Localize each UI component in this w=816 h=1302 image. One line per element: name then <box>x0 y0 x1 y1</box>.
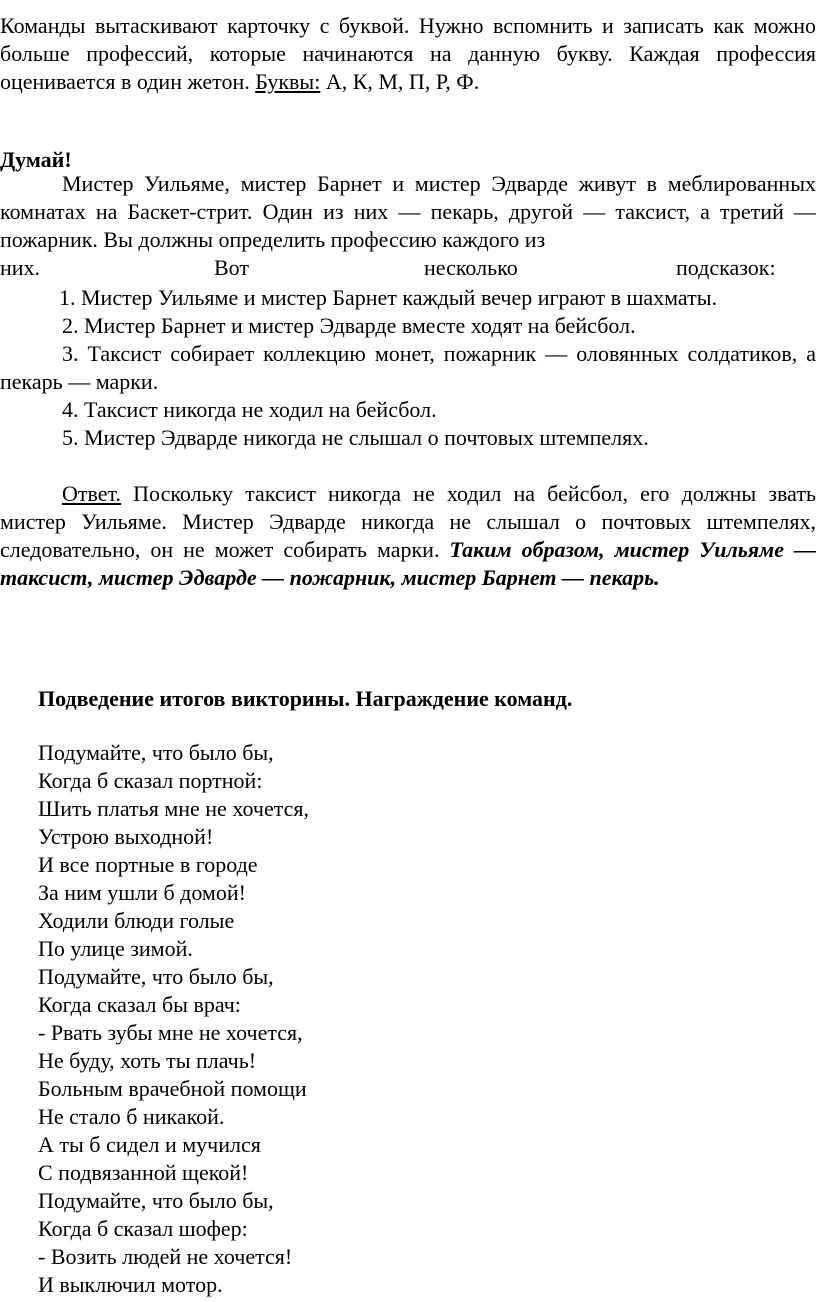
poem-line: За ним ушли б домой! <box>38 880 246 905</box>
poem-line: Устрою выходной! <box>38 824 214 849</box>
poem-line: - Возить людей не хочется! <box>38 1244 293 1269</box>
poem-line: Когда сказал бы врач: <box>38 992 241 1017</box>
poem <box>38 739 309 1299</box>
letters-label: Буквы: <box>255 69 321 94</box>
intro-paragraph <box>0 12 816 96</box>
hint-2: 2. Мистер Барнет и мистер Эдварде вместе ходят на бейсбол. <box>62 313 636 338</box>
poem-line: По улице зимой. <box>38 936 193 961</box>
poem-line: А ты б сидел и мучился <box>38 1132 261 1157</box>
poem-line: Подумайте, что было бы, <box>38 1188 274 1213</box>
hint-4: 4. Таксист никогда не ходил на бейсбол. <box>62 397 437 422</box>
puzzle-paragraph: Мистер Уильяме, мистер Барнет и мистер Эдварде живут в меблированных комнатах на Баскет-стрит. Один из них — пекарь, другой — таксист, а третий — пожарник. Вы должны определить профессию каждого из <box>0 171 816 252</box>
answer-paragraph <box>0 480 816 592</box>
poem-line: Когда б сказал портной: <box>38 768 263 793</box>
intro-text: Команды вытаскивают карточку с буквой. Нужно вспомнить и записать как можно больше профессий, которые начинаются на данную букву. Каждая профессия оценивается в один жетон. <box>0 13 816 94</box>
puzzle-word: несколько <box>424 255 518 280</box>
poem-line: Не буду, хоть ты плачь! <box>38 1048 257 1073</box>
poem-line: Шить платья мне не хочется, <box>38 796 310 821</box>
poem-line: Ходили блюди голые <box>38 908 235 933</box>
poem-line: И выключил мотор. <box>38 1272 223 1297</box>
hint-1: 1. Мистер Уильяме и мистер Барнет каждый вечер играют в шахматы. <box>59 285 718 310</box>
poem-line: Подумайте, что было бы, <box>38 740 274 765</box>
answer-label: Ответ. <box>62 481 121 506</box>
hint-3: 3. Таксист собирает коллекцию монет, пожарник — оловянных солдатиков, а пекарь — марки. <box>0 341 816 394</box>
hint-5: 5. Мистер Эдварде никогда не слышал о почтовых штемпелях. <box>62 425 649 450</box>
summary-heading: Подведение итогов викторины. Награждение команд. <box>38 686 573 711</box>
puzzle-last-line <box>0 254 816 282</box>
poem-line: - Рвать зубы мне не хочется, <box>38 1020 303 1045</box>
poem-line: Когда б сказал шофер: <box>38 1216 248 1241</box>
poem-line: Не стало б никакой. <box>38 1104 225 1129</box>
poem-line: И все портные в городе <box>38 852 258 877</box>
puzzle-word: Вот <box>214 255 249 280</box>
answer-conclusion: Таким образом, мистер Уильяме — таксист, мистер Эдварде — пожарник, мистер Барнет — пекарь. <box>0 537 816 590</box>
think-heading: Думай! <box>0 147 72 172</box>
puzzle-word: них. <box>0 255 41 280</box>
letters-list: А, К, М, П, Р, Ф. <box>325 69 480 94</box>
poem-line: Подумайте, что было бы, <box>38 964 274 989</box>
answer-text: Поскольку таксист никогда не ходил на бейсбол, его должны звать мистер Уильяме. Мистер Эдварде никогда не слышал о почтовых штемпелях, следовательно, он не может собирать марки. <box>0 481 816 562</box>
poem-line: С подвязанной щекой! <box>38 1160 249 1185</box>
puzzle-word: подсказок: <box>676 255 776 280</box>
poem-line: Больным врачебной помощи <box>38 1076 307 1101</box>
